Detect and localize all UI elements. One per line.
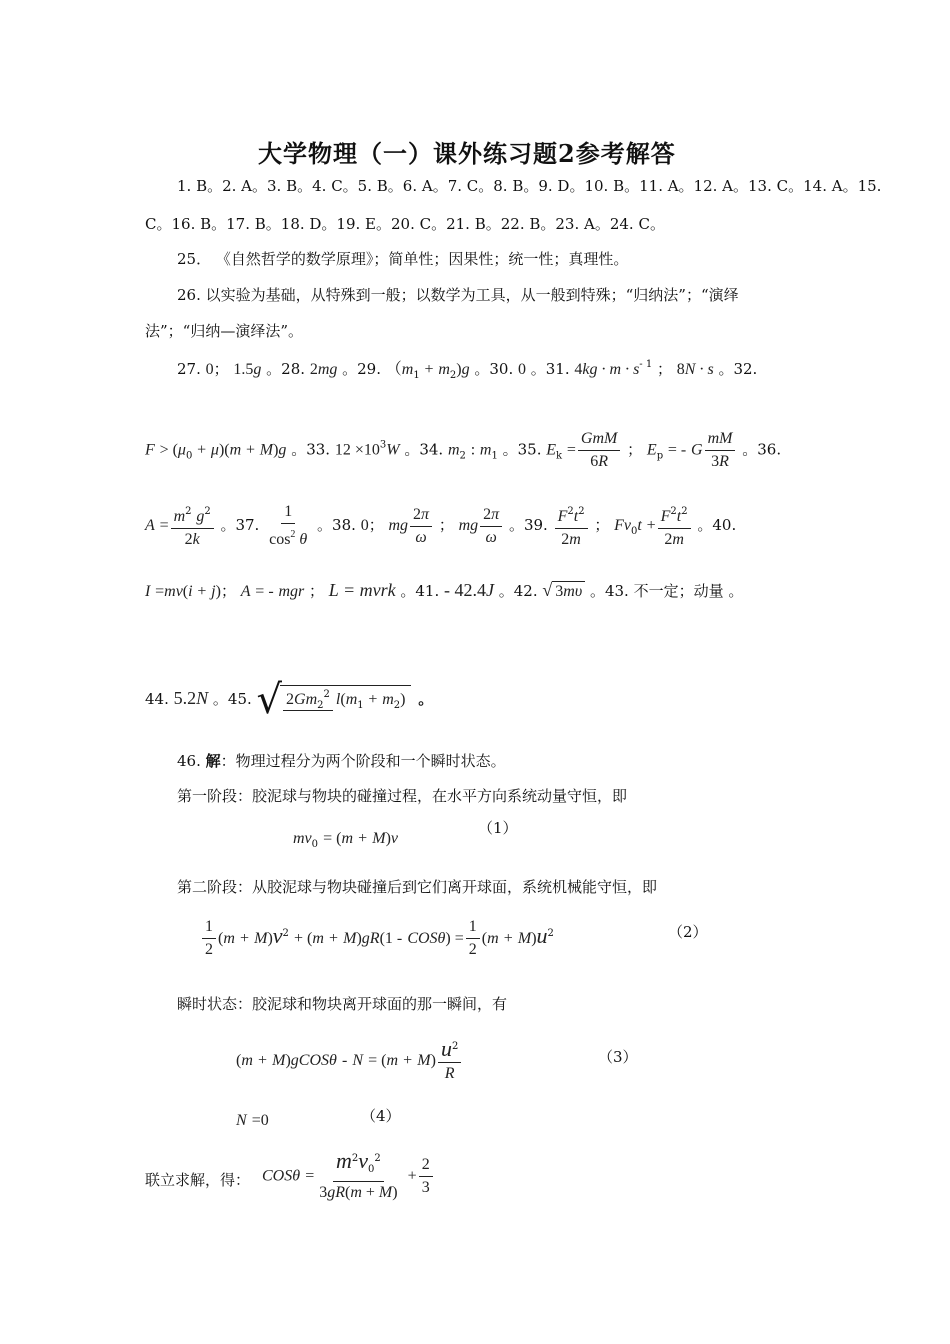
combine-text: 联立求解，得： <box>145 1171 251 1189</box>
answers-32-36: $F > (\mu_0 + \mu)(m + M)g$ 。33. $12 \times 10^3W$ 。34. $m_2$ : $m_1$ 。35. $E_k$ = $\frac{\text{GmM}}{6R}$ ； $E_p$ = - G $\frac{mM}{3R}$ 。36. <box>145 430 782 470</box>
answer-43-text: 不一定；动量 <box>633 582 724 600</box>
answers-line-2: C。16. B。17. B。18. D。19. E。20. C。21. B。22. B。23. A。24. C。 <box>145 215 665 233</box>
equation-1: $mv_0 = (m + M)v$ <box>293 830 399 850</box>
instant-text: 瞬时状态：胶泥球和物块离开球面的那一瞬间，有 <box>177 995 508 1013</box>
answers-27-32: 27. 0； 1.5g 。28. 2mg 。29. $(m_1 + m_2)g$ 。30. 0 。31. $4kg \cdot m \cdot s^{- 1}$ ； 8N · s 。32. <box>177 359 758 381</box>
equation-4: N =0 <box>236 1112 269 1129</box>
stage-1-text: 第一阶段：胶泥球与物块的碰撞过程，在水平方向系统动量守恒，即 <box>177 787 628 805</box>
page-title: 大学物理（一）课外练习题2参考解答 <box>258 139 676 168</box>
final-equation: COSθ = $\frac{m^2v_0^2}{3gR(m + M)}$ + $\frac{2}{3}$ <box>262 1150 435 1202</box>
equation-2: $\frac{1}{2}$ $(m + M)v^2 + (m + M)gR(1 - COS\theta)$ = $\frac{1}{2}$ $(m + M)u^2$ <box>200 918 554 959</box>
equation-2-tag: （2） <box>668 923 708 941</box>
equation-3-tag: （3） <box>598 1048 638 1066</box>
answers-40-43: I =mv(i + j)； A = - mgr ； L = mvrk 。41. - 42.4J 。42. √ 3mυ 。43. 不一定；动量 。 <box>145 580 744 600</box>
answers-44-45: 44. 5.2N 。45. √ $2Gm_2^2$ $l(m_1 + m_2)$ 。 <box>145 677 434 723</box>
stage-2-text: 第二阶段：从胶泥球与物块碰撞后到它们离开球面，系统机械能守恒，即 <box>177 878 658 896</box>
answer-26-b: 法”；“归纳—演绎法”。 <box>145 322 304 340</box>
answers-line-1: 1. B。2. A。3. B。4. C。5. B。6. A。7. C。8. B。9. D。10. B。11. A。12. A。13. C。14. A。15. <box>177 177 882 195</box>
answers-36-40: A = $\frac{m^2 g^2}{2k}$ 。37. $\frac{1}{\cos^2 \theta}$ 。38. 0； mg $\frac{2\pi}{\omega}$ ； mg $\frac{2\pi}{\omega}$ 。39. $\frac{F^2t^2}{2m}$ ； $Fv_0t$ + $\frac{F^2t^2}{2m}$ 。40. <box>145 503 737 548</box>
equation-1-tag: （1） <box>478 819 518 837</box>
solution-heading: 46. 解：物理过程分为两个阶段和一个瞬时状态。 <box>177 752 506 770</box>
equation-4-tag: （4） <box>361 1107 401 1125</box>
answer-26-a: 26. 以实验为基础，从特殊到一般；以数学为工具，从一般到特殊；“归纳法”；“演绎 <box>177 286 739 304</box>
equation-3: (m + M)gCOSθ - N = (m + M) $\frac{u^2}{R}$ <box>236 1038 463 1083</box>
answer-25: 25． 《自然哲学的数学原理》；简单性；因果性；统一性；真理性。 <box>177 250 629 268</box>
